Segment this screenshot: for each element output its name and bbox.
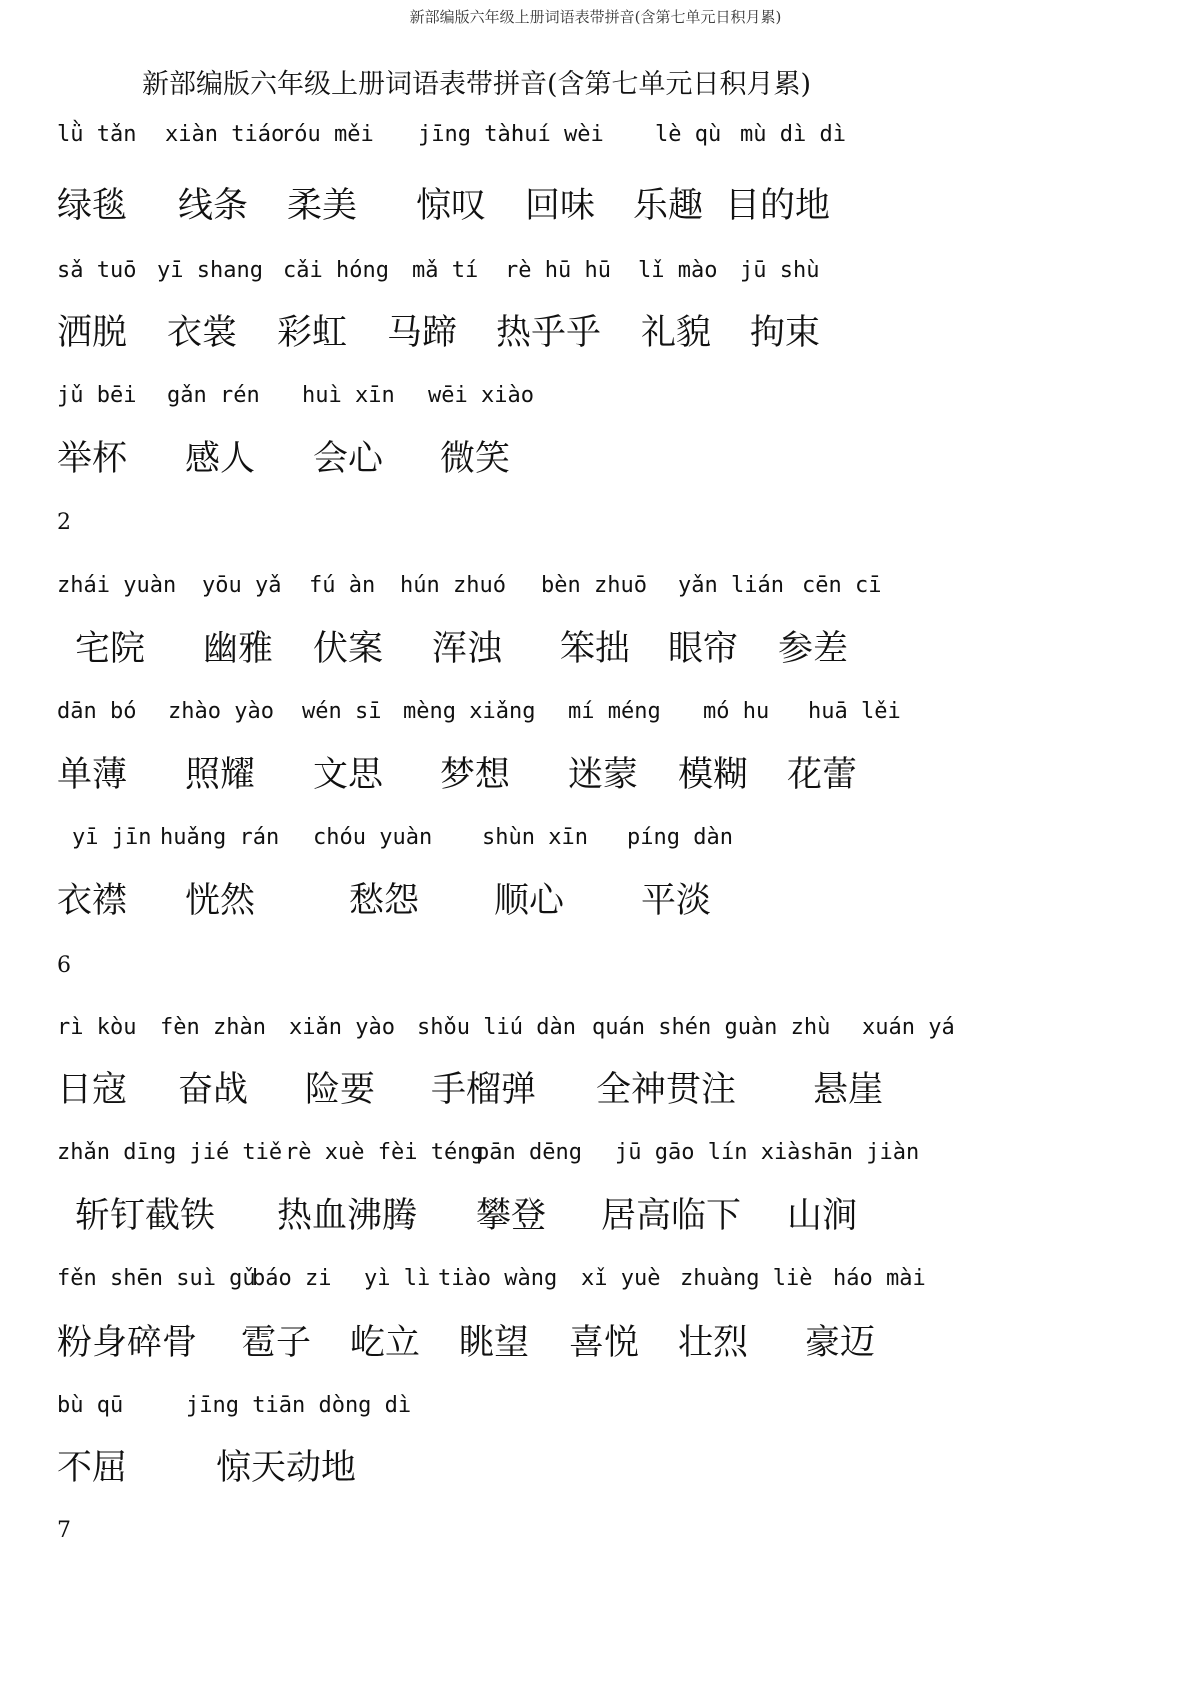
pinyin-item: quán shén guàn zhù: [592, 1015, 831, 1040]
pinyin-item: zhào yào: [168, 699, 274, 724]
vocab-word: 单薄: [57, 755, 128, 795]
vocab-word: 梦想: [440, 755, 511, 795]
vocab-word: 手榴弹: [431, 1070, 537, 1110]
page-number: 2: [57, 510, 71, 535]
vocab-word: 伏案: [313, 629, 384, 669]
pinyin-item: tiào wàng: [438, 1266, 558, 1291]
pinyin-item: chóu yuàn: [313, 825, 433, 850]
pinyin-item: jū shù: [740, 258, 820, 283]
vocab-word: 洒脱: [57, 313, 128, 353]
vocab-word: 微笑: [440, 439, 511, 479]
vocab-word: 模糊: [678, 755, 749, 795]
vocab-word: 攀登: [476, 1196, 547, 1236]
vocab-word: 居高临下: [601, 1196, 742, 1236]
vocab-word: 衣襟: [57, 881, 128, 921]
pinyin-item: shǒu liú dàn: [417, 1015, 576, 1040]
vocab-word: 礼貌: [641, 313, 712, 353]
vocab-word: 乐趣: [633, 186, 704, 226]
pinyin-item: fěn shēn suì gǔ: [57, 1266, 256, 1291]
vocab-word: 线条: [178, 186, 249, 226]
vocab-word: 衣裳: [167, 313, 238, 353]
vocab-word: 平淡: [641, 881, 712, 921]
pinyin-item: xiàn tiáo: [165, 122, 285, 147]
pinyin-item: pān dēng: [476, 1140, 582, 1165]
vocab-word: 不屈: [57, 1448, 128, 1488]
vocab-word: 恍然: [185, 881, 256, 921]
vocab-word: 笨拙: [560, 629, 631, 669]
pinyin-item: háo mài: [833, 1266, 926, 1291]
vocab-word: 彩虹: [277, 313, 348, 353]
pinyin-item: zhuàng liè: [680, 1266, 813, 1291]
pinyin-item: jǔ bēi: [57, 383, 137, 408]
vocab-word: 回味: [525, 186, 596, 226]
pinyin-item: mí méng: [568, 699, 661, 724]
pinyin-item: lè qù: [655, 122, 722, 147]
pinyin-item: zhái yuàn: [57, 573, 177, 598]
vocab-word: 惊叹: [416, 186, 487, 226]
vocab-word: 顺心: [494, 881, 565, 921]
pinyin-item: báo zi: [252, 1266, 332, 1291]
vocab-word: 马蹄: [387, 313, 458, 353]
vocab-word: 举杯: [57, 439, 128, 479]
vocab-word: 奋战: [178, 1070, 249, 1110]
pinyin-item: cǎi hóng: [283, 258, 389, 283]
vocab-word: 惊天动地: [216, 1448, 357, 1488]
vocab-word: 雹子: [241, 1323, 312, 1363]
vocab-word: 花蕾: [787, 755, 858, 795]
vocab-word: 喜悦: [569, 1323, 640, 1363]
pinyin-item: wén sī: [302, 699, 382, 724]
pinyin-item: gǎn rén: [167, 383, 260, 408]
vocab-word: 参差: [778, 629, 849, 669]
pinyin-item: wēi xiào: [428, 383, 534, 408]
vocab-word: 日寇: [57, 1070, 128, 1110]
pinyin-item: bèn zhuō: [541, 573, 647, 598]
pinyin-item: rè xuè fèi téng: [285, 1140, 484, 1165]
vocab-word: 拘束: [750, 313, 821, 353]
pinyin-item: rè hū hū: [505, 258, 611, 283]
pinyin-item: xiǎn yào: [289, 1015, 395, 1040]
pinyin-item: zhǎn dīng jié tiě: [57, 1140, 283, 1165]
vocab-word: 悬崖: [813, 1070, 884, 1110]
vocab-word: 屹立: [350, 1323, 421, 1363]
vocab-word: 宅院: [75, 629, 146, 669]
vocab-word: 照耀: [185, 755, 256, 795]
vocab-word: 迷蒙: [568, 755, 639, 795]
vocab-word: 浑浊: [432, 629, 503, 669]
pinyin-item: shān jiàn: [800, 1140, 920, 1165]
pinyin-item: dān bó: [57, 699, 137, 724]
page-number: 7: [57, 1518, 71, 1543]
pinyin-item: hún zhuó: [400, 573, 506, 598]
pinyin-item: yī jīn: [72, 825, 152, 850]
pinyin-item: huǎng rán: [160, 825, 280, 850]
pinyin-item: yōu yǎ: [202, 573, 282, 598]
pinyin-item: róu měi: [281, 122, 374, 147]
vocab-word: 险要: [305, 1070, 376, 1110]
vocab-word: 会心: [313, 439, 384, 479]
vocab-word: 愁怨: [349, 881, 420, 921]
vocab-word: 全神贯注: [596, 1070, 737, 1110]
vocab-word: 眺望: [459, 1323, 530, 1363]
pinyin-item: lǐ mào: [638, 258, 718, 283]
pinyin-item: rì kòu: [57, 1015, 137, 1040]
pinyin-item: fú àn: [309, 573, 376, 598]
pinyin-item: fèn zhàn: [160, 1015, 266, 1040]
document-title: 新部编版六年级上册词语表带拼音(含第七单元日积月累): [142, 69, 812, 100]
pinyin-item: huì xīn: [302, 383, 395, 408]
pinyin-item: mǎ tí: [412, 258, 479, 283]
pinyin-item: shùn xīn: [482, 825, 588, 850]
pinyin-item: mó hu: [703, 699, 770, 724]
pinyin-item: píng dàn: [627, 825, 733, 850]
page-number: 6: [57, 953, 71, 978]
pinyin-item: sǎ tuō: [57, 258, 137, 283]
pinyin-item: yǎn lián: [678, 573, 784, 598]
pinyin-item: mù dì dì: [740, 122, 846, 147]
pinyin-item: xǐ yuè: [581, 1266, 661, 1291]
pinyin-item: cēn cī: [802, 573, 882, 598]
vocab-word: 幽雅: [203, 629, 274, 669]
vocab-word: 眼帘: [668, 629, 739, 669]
pinyin-item: huí wèi: [511, 122, 604, 147]
pinyin-item: xuán yá: [862, 1015, 955, 1040]
vocab-word: 粉身碎骨: [57, 1323, 198, 1363]
vocab-word: 斩钉截铁: [75, 1196, 216, 1236]
pinyin-item: jīng tàn: [418, 122, 524, 147]
vocab-word: 热血沸腾: [277, 1196, 418, 1236]
pinyin-item: jīng tiān dòng dì: [186, 1393, 412, 1418]
pinyin-item: yì lì: [364, 1266, 431, 1291]
vocab-word: 壮烈: [678, 1323, 749, 1363]
pinyin-item: bù qū: [57, 1393, 124, 1418]
vocab-word: 山涧: [787, 1196, 858, 1236]
vocab-word: 目的地: [725, 186, 831, 226]
vocab-word: 柔美: [287, 186, 358, 226]
pinyin-item: huā lěi: [808, 699, 901, 724]
pinyin-item: jū gāo lín xià: [615, 1140, 801, 1165]
vocab-word: 绿毯: [57, 186, 128, 226]
vocab-word: 豪迈: [805, 1323, 876, 1363]
vocab-word: 热乎乎: [496, 313, 602, 353]
pinyin-item: mèng xiǎng: [403, 699, 536, 724]
pinyin-item: lǜ tǎn: [57, 122, 137, 147]
running-header: 新部编版六年级上册词语表带拼音(含第七单元日积月累): [409, 8, 782, 26]
pinyin-item: yī shang: [157, 258, 263, 283]
vocab-word: 感人: [185, 439, 256, 479]
vocab-word: 文思: [313, 755, 384, 795]
